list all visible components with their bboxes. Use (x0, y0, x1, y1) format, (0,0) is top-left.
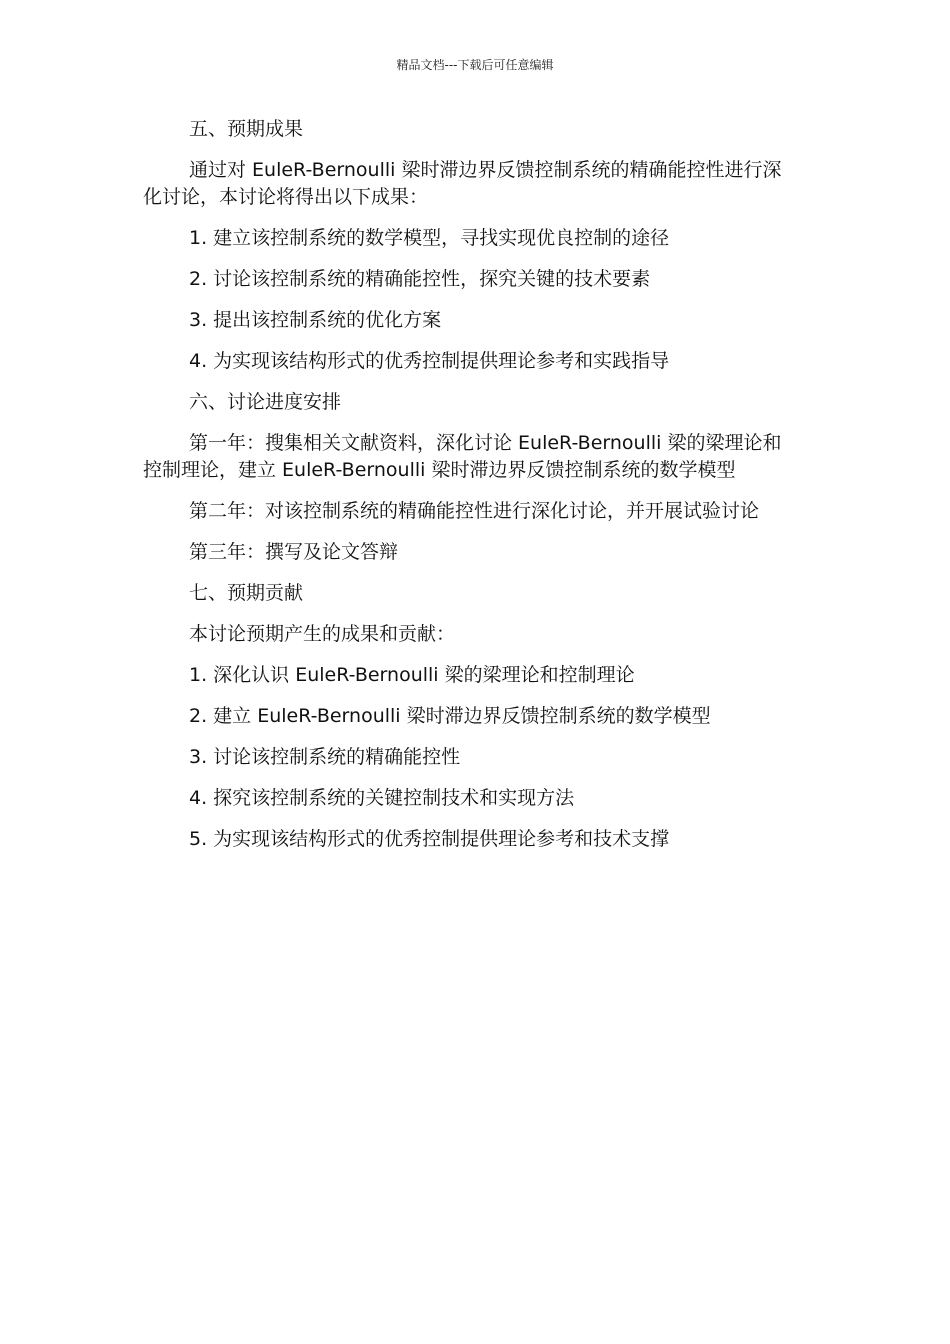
list-item-result-3: 3. 提出该控制系统的优化方案 (189, 309, 442, 331)
list-item-contribution-4: 4. 探究该控制系统的关键控制技术和实现方法 (189, 787, 575, 809)
paragraph-year-1: 第一年：搜集相关文献资料，深化讨论 EuleR-Bernoulli 梁的梁理论和控制理论，建立 EuleR-Bernoulli 梁时滞边界反馈控制系统的数学模型 (143, 432, 782, 481)
paragraph-year-2: 第二年：对该控制系统的精确能控性进行深化讨论，并开展试验讨论 (189, 500, 760, 522)
paragraph-intro-contributions: 本讨论预期产生的成果和贡献： (189, 623, 456, 645)
section-heading-expected-results: 五、预期成果 (189, 118, 304, 140)
paragraph-intro-results: 通过对 EuleR-Bernoulli 梁时滞边界反馈控制系统的精确能控性进行深化讨论，本讨论将得出以下成果： (143, 159, 782, 208)
paragraph-year-3: 第三年：撰写及论文答辩 (189, 541, 399, 563)
document-body (143, 116, 795, 867)
list-item-result-4: 4. 为实现该结构形式的优秀控制提供理论参考和实践指导 (189, 350, 670, 372)
list-item-result-2: 2. 讨论该控制系统的精确能控性，探究关键的技术要素 (189, 268, 651, 290)
section-heading-schedule: 六、讨论进度安排 (189, 391, 342, 413)
list-item-contribution-2: 2. 建立 EuleR-Bernoulli 梁时滞边界反馈控制系统的数学模型 (189, 705, 711, 727)
list-item-contribution-1: 1. 深化认识 EuleR-Bernoulli 梁的梁理论和控制理论 (189, 664, 635, 686)
list-item-contribution-5: 5. 为实现该结构形式的优秀控制提供理论参考和技术支撑 (189, 828, 670, 850)
page-header: 精品文档---下载后可任意编辑 (396, 58, 554, 72)
list-item-result-1: 1. 建立该控制系统的数学模型，寻找实现优良控制的途径 (189, 227, 670, 249)
list-item-contribution-3: 3. 讨论该控制系统的精确能控性 (189, 746, 461, 768)
section-heading-contributions: 七、预期贡献 (189, 582, 304, 604)
